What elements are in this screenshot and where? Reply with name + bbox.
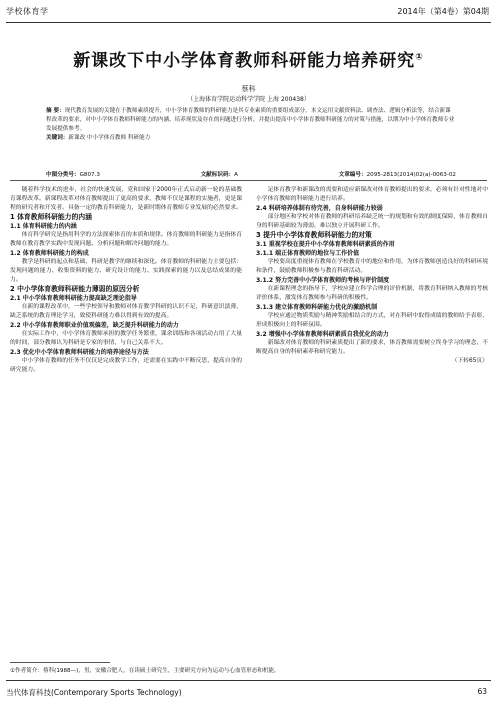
body-paragraph: 在新的课程改革中，一些学校领导和教师对体育教学科研的认识不足，科研意识淡薄，缺乏系统的教育理论学习，致使科研能力难以得到有效的提高。 <box>10 304 242 319</box>
body-paragraph: 教学是科研的起点和基础，科研是教学的继续和深化。体育教师的科研能力主要包括：发现问题的能力、收集资料的能力、研究设计的能力、实践探索的能力以及总结成果的能力。 <box>10 259 242 283</box>
section-heading: 1 体育教师科研能力的内涵 <box>10 213 92 221</box>
issue-info: 2014年（第4卷）第04期 <box>397 7 489 16</box>
classification-row <box>46 170 456 178</box>
abstract-text: 现代教育发展的关键在于教师素质提升，中小学体育教师的科研能力是其专业素质的重要组成部分。本文运用文献资料法、调查法、逻辑分析法等，结合新课程改革的要求，对中小学体育教师科研能力的内涵、培养现状及存在的问题进行分析，并提出提高中小学体育教师科研能力的对策与措施，以期为中小学体育教师专业发展提供参考。 <box>46 108 455 132</box>
journal-full-name: 当代体育科技(Contemporary Sports Technology) <box>6 688 182 697</box>
subsection-heading: 2.3 优化中小学体育教师科研能力的培养途径与方法 <box>10 349 149 356</box>
keywords-label: 关键词： <box>46 135 69 141</box>
page-header <box>0 0 497 26</box>
subsection-heading: 1.1 体育科研能力的内涵 <box>10 223 77 230</box>
abstract-label: 摘 要： <box>46 108 65 114</box>
body-paragraph: 在实际工作中，中小学体育教师承担的教学任务繁重，课余训练和各项活动占用了大量的时间，部分教师认为科研是专家的事情，与自己关系不大。 <box>10 331 242 346</box>
subsection-heading: 1.2 体育教师科研能力的构成 <box>10 250 89 257</box>
title-text: 新课改下中小学体育教师科研能力培养研究 <box>73 51 416 71</box>
article-title <box>0 46 497 71</box>
left-column <box>10 186 242 656</box>
subsubsection-heading: 3.1.1 端正体育教师的地位与工作价值 <box>256 250 360 257</box>
right-column <box>256 186 488 656</box>
article-id-label: 文章编号： <box>338 172 367 178</box>
body-paragraph: 在新课程理念的指导下，学校应建立科学合理的评价机制，将教育科研纳入教师的考核评价体系，激发体育教师参与科研的积极性。 <box>256 286 488 301</box>
body-paragraph: 学校应通过物质奖励与精神奖励相结合的方式，对在科研中取得成绩的教师给予表彰，形成积极向上的科研氛围。 <box>256 313 488 328</box>
body-paragraph: 新课改对体育教师的科研素质提出了新的要求，体育教师需要树立终身学习的理念，不断提高自身的科研素养和研究能力。 <box>256 340 488 355</box>
subsection-heading: 2.1 中小学体育教师科研能力提高缺乏理论指导 <box>10 295 137 302</box>
header-divider <box>6 22 491 23</box>
body-paragraph: 部分地区和学校对体育教师的科研培养缺乏统一的规划和有效的制度保障，体育教师自身的科研基础较为薄弱，难以独立开展科研工作。 <box>256 214 488 229</box>
author-name: 蔡科 <box>241 85 256 93</box>
intro-paragraph: 随着科学技术的进步、社会的快速发展，党和国家于2000年正式启动新一轮的基础教育课程改革。新课程改革对体育教师提出了更高的要求，教师不仅是课程的实施者，更是课程的研究者和开发者。具备一定的教育科研能力，是新时期体育教师专业发展的必然要求。 <box>10 187 242 211</box>
page-number: 63 <box>477 687 487 696</box>
keywords-text: 新课改 中小学体育教师 科研能力 <box>68 135 151 141</box>
clc-value: G807.3 <box>79 172 100 178</box>
article-id-info <box>339 170 456 178</box>
footnote-divider <box>10 662 110 663</box>
body-paragraph: 足体育教学和新课改的需要和适应新课改对体育教师提出的要求，必须有针对性地对中小学体育教师的科研能力进行培养。 <box>256 187 488 202</box>
body-paragraph: 学校要高度重视体育教师在学校教育中的地位和作用，为体育教师创造良好的科研环境和条件，鼓励教师积极参与教育科研活动。 <box>256 259 488 274</box>
author-affiliation: （上海体育学院运动科学学院 上海 200438） <box>187 96 310 103</box>
title-footnote-mark: ① <box>415 52 424 63</box>
section-heading: 2 中小学体育教师科研能力薄弱的原因分析 <box>10 285 140 293</box>
footer-divider <box>6 680 491 681</box>
subsubsection-heading: 3.1.3 建立体育教师科研能力优化的激励机制 <box>256 304 378 311</box>
continued-note: （下转65页） <box>451 358 488 364</box>
subsection-heading: 2.2 中小学体育教师职业价值观偏差，缺乏提升科研能力的动力 <box>10 322 179 329</box>
clc-info <box>46 170 100 178</box>
abstract-block <box>46 107 456 143</box>
author-footnote: ①作者简介：蔡科(1988—)，男，安徽合肥人，在读硕士研究生，主要研究方向为运动与心血管形态和机能。 <box>10 668 280 674</box>
abstract-divider <box>10 180 487 181</box>
doc-code-label: 文献标识码： <box>200 172 235 178</box>
subsection-heading: 3.2 增强中小学体育教师科研素质自我优化的动力 <box>256 331 389 338</box>
article-id-value: 2095-2813(2014)02(a)-0063-02 <box>366 172 456 178</box>
doc-code-value: A <box>234 172 238 178</box>
body-paragraph: 中小学体育教师的任务不仅仅是完成教学工作，还需要在实践中不断反思，提高自身的研究能力。 <box>10 358 242 373</box>
subsection-heading: 2.4 科研培养体制有待完善，自身科研能力较弱 <box>256 205 383 212</box>
subsection-heading: 3.1 重视学校在提升中小学体育教师科研素质的作用 <box>256 241 395 248</box>
journal-short-name: 学校体育学 <box>6 7 49 16</box>
doc-code-info <box>201 170 238 178</box>
section-heading: 3 提升中小学体育教师科研能力的对策 <box>256 231 372 239</box>
clc-label: 中图分类号： <box>46 172 80 178</box>
subsubsection-heading: 3.1.2 努力完善中小学体育教师的考核与评价制度 <box>256 277 390 284</box>
body-paragraph: 体育科学研究是指用科学的方法探索体育的本质和规律。体育教师的科研能力是指体育教师在教育教学实践中发现问题、分析问题和解决问题的能力。 <box>10 232 242 247</box>
